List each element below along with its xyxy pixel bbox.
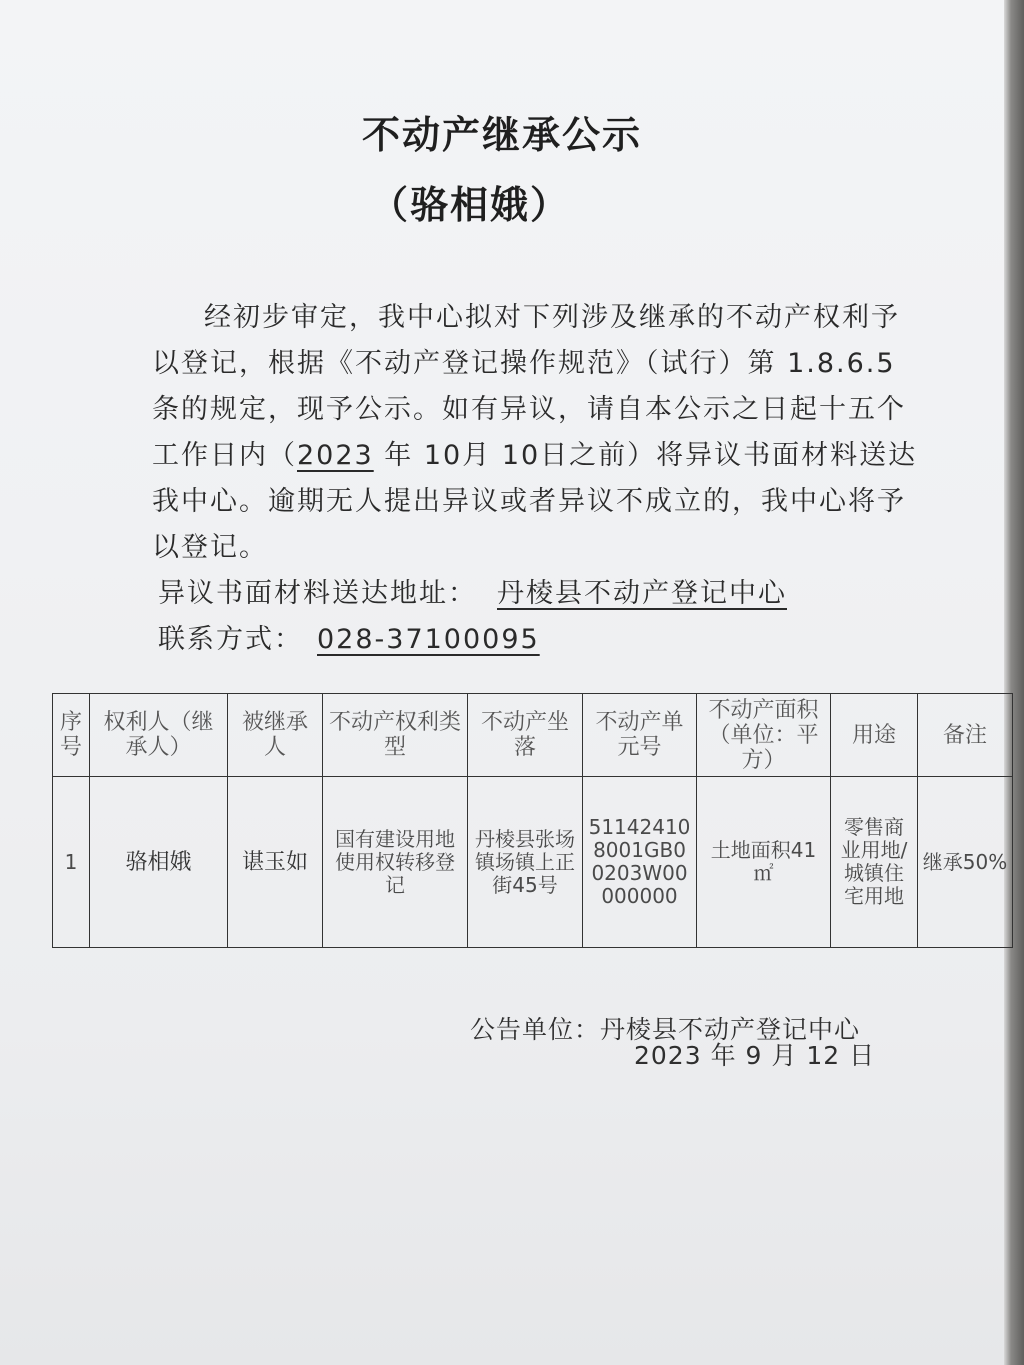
header-area: 不动产面积（单位：平方） xyxy=(697,694,831,777)
address-line xyxy=(158,572,787,616)
cell-heir: 骆相娥 xyxy=(90,777,228,948)
paragraph-line-3: 条的规定，现予公示。如有异议，请自本公示之日起十五个 xyxy=(152,394,906,425)
table-header-row xyxy=(53,694,1013,777)
cell-decedent: 谌玉如 xyxy=(228,777,323,948)
header-usage: 用途 xyxy=(831,694,918,777)
table-row xyxy=(53,777,1013,948)
paragraph-line-2: 以登记，根据《不动产登记操作规范》（试行）第 1.8.6.5 xyxy=(152,348,896,379)
footer-date: 2023 年 9 月 12 日 xyxy=(634,1041,876,1070)
deadline-suffix: 年 10月 10日之前）将异议书面材料送达 xyxy=(373,440,918,471)
footer-org: 公告单位：丹棱县不动产登记中心 xyxy=(470,1015,861,1044)
cell-right-type: 国有建设用地使用权转移登记 xyxy=(323,777,468,948)
cell-remark: 继承50% xyxy=(918,777,1013,948)
header-heir: 权利人（继承人） xyxy=(90,694,228,777)
header-unit-no: 不动产单元号 xyxy=(583,694,697,777)
page-title: 不动产继承公示 xyxy=(361,113,642,157)
contact-value: 028-37100095 xyxy=(317,624,540,655)
cell-location: 丹棱县张场镇场镇上正街45号 xyxy=(468,777,583,948)
address-value: 丹棱县不动产登记中心 xyxy=(497,578,787,609)
header-decedent: 被继承人 xyxy=(228,694,323,777)
cell-usage: 零售商业用地/城镇住宅用地 xyxy=(831,777,918,948)
contact-line xyxy=(158,618,540,662)
deadline-year: 2023 xyxy=(297,440,374,471)
header-location: 不动产坐落 xyxy=(468,694,583,777)
paragraph-line-6: 以登记。 xyxy=(152,532,268,563)
cell-no: 1 xyxy=(53,777,90,948)
page-subtitle: （骆相娥） xyxy=(369,183,570,227)
deadline-prefix: 工作日内（ xyxy=(152,440,297,471)
property-table xyxy=(52,693,1013,948)
contact-label: 联系方式： xyxy=(158,624,303,655)
cell-unit-no: 511424108001GB00203W00000000 xyxy=(583,777,697,948)
paragraph-line-4 xyxy=(152,434,917,478)
cell-area: 土地面积41 ㎡ xyxy=(697,777,831,948)
paragraph-line-1: 经初步审定，我中心拟对下列涉及继承的不动产权利予 xyxy=(204,302,900,333)
paragraph-line-5: 我中心。逾期无人提出异议或者异议不成立的，我中心将予 xyxy=(152,486,906,517)
paper-edge-shadow xyxy=(1004,0,1024,1365)
header-right-type: 不动产权利类型 xyxy=(323,694,468,777)
header-remark: 备注 xyxy=(918,694,1013,777)
address-label: 异议书面材料送达地址： xyxy=(158,578,477,609)
header-no: 序号 xyxy=(53,694,90,777)
